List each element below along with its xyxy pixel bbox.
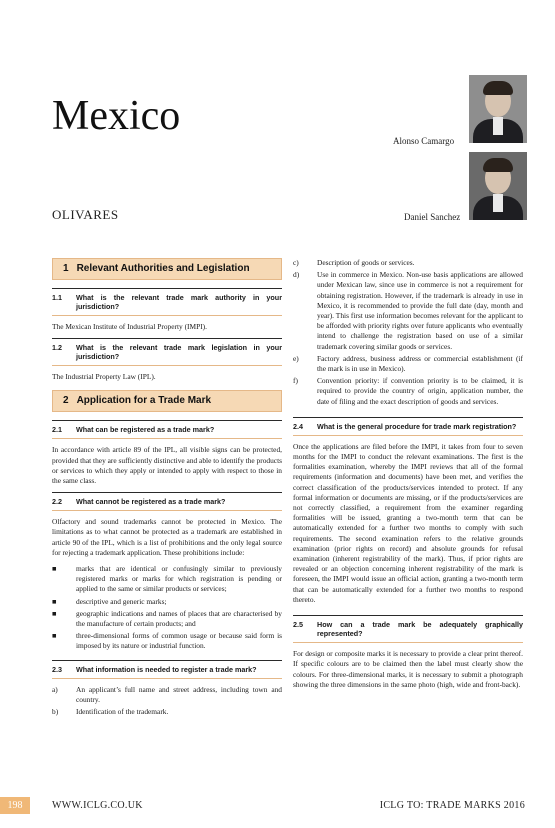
list-item [293,270,523,352]
list-item-text: geographic indications and names of places that are characterised by the manufacture of certain products; and [76,608,282,629]
answer-2-5: For design or composite marks it is necessary to provide a clear print thereof. If specific colours are to be claimed then the label must clearly show the colours. For three-dimensional marks, it is necessary to submit a photograph showing the three dimensions in the same photo (high, wide and front-back). [293,649,523,689]
section-number: 1 [63,262,69,274]
prohibitions-list [52,564,282,652]
question-2-3 [52,660,282,679]
question-2-1 [52,420,282,439]
question-text: What is the general procedure for trade mark registration? [317,421,517,431]
list-item-text: Identification of the trademark. [76,707,169,717]
list-item [52,564,282,595]
list-item-text: An applicant’s full name and street address, including town and country. [76,684,282,704]
section-number: 2 [63,395,69,407]
author-photo-1 [469,75,527,143]
question-number: 1.1 [52,293,62,302]
list-marker: d) [293,270,300,280]
footer-publication: ICLG TO: TRADE MARKS 2016 [379,800,525,811]
list-item-text: descriptive and generic marks; [76,596,167,606]
question-text: What is the relevant trade mark legislation in your jurisdiction? [76,343,282,362]
list-item-text: Use in commerce in Mexico. Non-use basis applications are allowed under Mexican law, since use in commerce is not a requirement for obtaining registration. However, if the trademark is already in use in Mexico, it is recommended to provide the full date (day, month and year). This first use information becomes relevant for the applicant to be afforded with priority rights over future applicants who eventually intend to challenge the registration based on use of a similar trademark covering similar goods or services. [317,270,523,351]
page-number: 198 [0,797,30,814]
list-marker: e) [293,353,299,363]
question-number: 2.1 [52,425,62,435]
right-column [293,258,523,696]
list-item-text: Factory address, business address or commercial establishment (if the mark is in use in Mexico). [317,353,523,374]
question-number: 1.2 [52,343,62,353]
list-item [52,707,282,717]
question-text: What can be registered as a trade mark? [76,425,215,435]
list-item-text: three-dimensional forms of common usage or because said form is imposed by its nature or industrial function. [76,631,282,651]
question-2-4 [293,417,523,436]
question-number: 2.5 [293,620,303,630]
list-marker: c) [293,258,299,267]
list-item [52,597,282,607]
author-name-1: Alonso Camargo [393,136,455,146]
list-item [293,354,523,374]
list-item-text: Convention priority: if convention priority is to be claimed, it is required to provide the country of origin, application number, the date of filing and the exact description of goods and services. [317,376,523,406]
section-title: Relevant Authorities and Legislation [76,262,250,274]
question-2-5 [293,615,523,643]
section-2-heading [52,390,282,412]
question-text: How can a trade mark be adequately graphically represented? [317,620,523,639]
question-1-1 [52,288,282,316]
section-1-heading [52,258,282,280]
author-photo-2 [469,152,527,220]
left-column [52,258,282,719]
list-item-text: Description of goods or services. [317,258,415,267]
country-title: Mexico [52,93,181,139]
section-title: Application for a Trade Mark [76,395,212,407]
list-item [52,609,282,629]
list-item [52,685,282,705]
info-list-left [52,685,282,718]
question-number: 2.2 [52,497,62,507]
question-2-2 [52,492,282,511]
answer-1-2: The Industrial Property Law (IPL). [52,372,156,382]
answer-2-2: Olfactory and sound trademarks cannot be protected in Mexico. The limitations as to what cannot be protected as a trademark are established in article 90 of the IPL, which is a list of prohibitions and the only legal source for rejecting a trademark application. These prohibitions include: [52,517,282,557]
question-1-2 [52,338,282,366]
list-marker: b) [52,707,59,717]
question-text: What information is needed to register a trade mark? [76,664,257,674]
list-marker: f) [293,376,298,386]
question-text: What is the relevant trade mark authority in your jurisdiction? [76,293,282,311]
bullet-icon: ■ [52,608,57,618]
bullet-icon: ■ [52,631,57,641]
answer-1-1: The Mexican Institute of Industrial Property (IMPI). [52,322,207,331]
question-text: What cannot be registered as a trade mark? [76,497,226,507]
list-item [52,631,282,651]
bullet-icon: ■ [52,596,57,606]
answer-2-1: In accordance with article 89 of the IPL, all visible signs can be protected, provided that they are sufficiently distinctive and able to identify the products or services to which they apply or intended to apply with respect to those in the same class. [52,445,282,486]
question-number: 2.3 [52,664,62,674]
list-item [293,376,523,407]
footer-website[interactable]: WWW.ICLG.CO.UK [52,800,143,811]
list-marker: a) [52,684,58,694]
firm-name: OLIVARES [52,207,119,222]
list-item [293,258,523,268]
question-number: 2.4 [293,421,303,431]
info-list-right [293,258,523,407]
author-name-2: Daniel Sanchez [404,212,461,222]
list-item-text: marks that are identical or confusingly similar to previously registered marks or marks for which registration is pending or applied to the same or similar products or services; [76,564,282,594]
answer-2-4: Once the applications are filed before the IMPI, it takes from four to seven months for the IMPI to conduct the relevant examinations. The first is the formalities examination, whereby the IMPI reviews that all of the formal requirements (information and documents) have been met, and verifies the correct classification of the products/services intended to protect. If any formal information or documents are missing, or if the products/services are not correctly classified, a requirement from the examiner regarding formalities will be issued, granting a two-month term that can be automatically extended for a further two months to comply with such requirements. The second examination refers to the relative grounds examination (prior rights on record) and absolute grounds for refusal examination (inherent registrability of the mark). Thus, if prior rights are revealed or an objection concerning inherent registrability of the mark is foreseen, the IMPI would issue an official action, granting a two-month term that can be automatically extended for a further two months to respond thereto. [293,441,523,604]
bullet-icon: ■ [52,564,57,574]
